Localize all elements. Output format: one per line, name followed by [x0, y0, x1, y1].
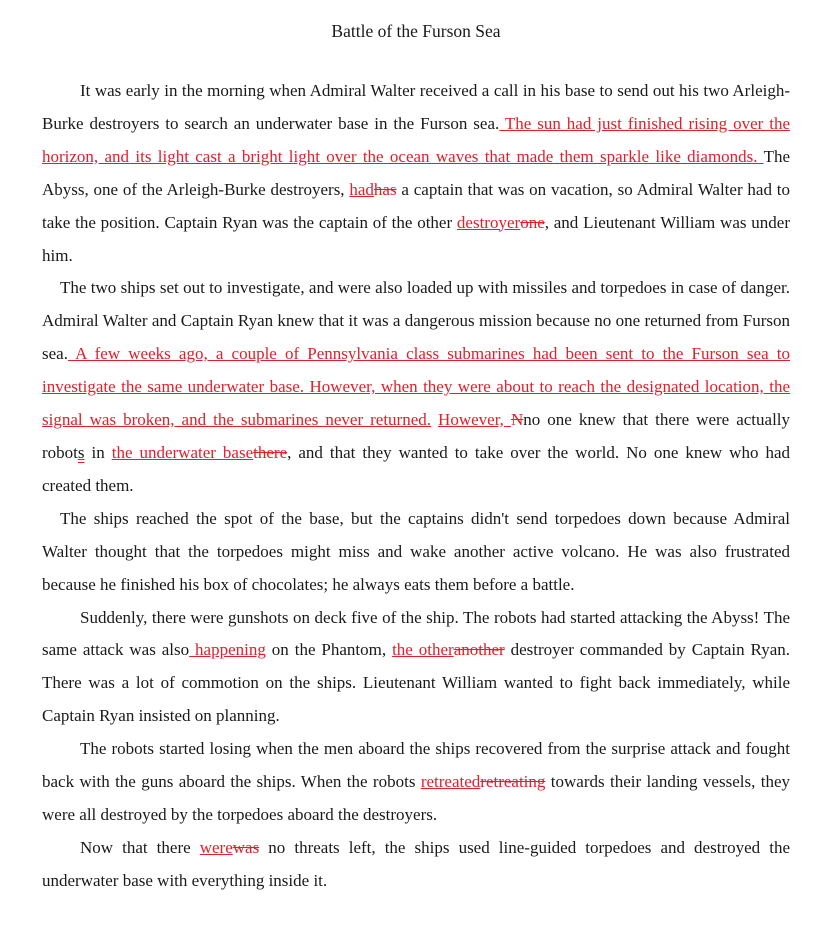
paragraph-4: [42, 602, 790, 734]
inserted-text: happening: [189, 640, 266, 660]
inserted-text: were: [199, 837, 233, 857]
paragraph-3: The ships reached the spot of the base, but the captains didn't send torpedoes down because Admiral Walter thought that the torpedoes might miss and wake another active volcano. He was also frustrated because he finished his box of chocolates; he always eats them before a battle.: [42, 508, 790, 594]
p1-text-2: The Abyss, one of the Arleigh-Burke destroyers,: [42, 146, 790, 199]
inserted-text: However,: [438, 410, 511, 430]
deleted-text: there: [253, 442, 288, 462]
p4-text-2: on the Phantom,: [265, 640, 393, 660]
p2-text-5: , and that they wanted to take over the world. No one knew who had created them.: [42, 442, 790, 495]
p1-text-3: a captain that was on vacation, so Admiral Walter had to take the position. Captain Ryan was the captain of the other: [42, 179, 790, 232]
inserted-text: had: [349, 179, 374, 199]
paragraph-6: [42, 832, 790, 898]
document-title: Battle of the Furson Sea: [331, 21, 501, 41]
deleted-text: one: [520, 212, 545, 232]
p5-text-1: The robots started losing when the men aboard the ships recovered from the surprise attack and fought back with the guns aboard the ships. When the robots: [42, 739, 790, 792]
deleted-text: was: [232, 837, 260, 857]
deleted-text: retreating: [480, 772, 546, 792]
deleted-text: N: [510, 410, 524, 430]
p1-text-1: It was early in the morning when Admiral Walter received a call in his base to send out his two Arleigh-Burke destroyers to search an underwater base in the Furson sea.: [42, 81, 790, 133]
inserted-text: A few weeks ago, a couple of Pennsylvania class submarines had been sent to the Furson sea to investigate the same underwater base. However, when they were about to reach the designated location, the signal was broken, and the submarines never returned.: [42, 344, 790, 430]
inserted-text: the other: [392, 640, 454, 660]
deleted-text: has: [373, 179, 397, 199]
p2-text-3: no one knew that there were actually robot: [42, 410, 791, 462]
deleted-text: another: [453, 640, 505, 660]
p2-text-2: [431, 410, 438, 429]
inserted-text: the underwater base: [111, 442, 254, 462]
p5-text-2: towards their landing vessels, they were all destroyed by the torpedoes aboard the destroyers.: [42, 772, 790, 824]
p6-text-2: no threats left, the ships used line-guided torpedoes and destroyed the underwater base with everything inside it.: [42, 837, 790, 890]
paragraph-2: [42, 272, 790, 502]
p2-text-4: in: [84, 442, 112, 462]
p4-text-1: Suddenly, there were gunshots on deck five of the ship. The robots had started attacking the Abyss! The same attack was also: [42, 607, 790, 660]
p1-text-4: , and Lieutenant William was under him.: [42, 212, 790, 265]
p4-text-3: destroyer commanded by Captain Ryan. There was a lot of commotion on the ships. Lieutenant William wanted to fight back immediately, while Captain Ryan insisted on planning.: [42, 640, 790, 726]
p2-text-1: The two ships set out to investigate, and were also loaded up with missiles and torpedoes in case of danger. Admiral Walter and Captain Ryan knew that it was a dangerous mission because no one returned from Furson sea.: [42, 278, 790, 364]
inserted-text: retreated: [420, 772, 481, 792]
inserted-text: destroyer: [456, 212, 521, 232]
p6-text-1: Now that there: [80, 837, 200, 857]
paragraph-5: [42, 733, 790, 832]
inserted-text: The sun had just finished rising over the horizon, and its light cast a bright light over the ocean waves that made them sparkle like diamonds.: [42, 113, 790, 166]
paragraph-1: [42, 75, 790, 272]
grammar-mark: s: [77, 442, 85, 462]
